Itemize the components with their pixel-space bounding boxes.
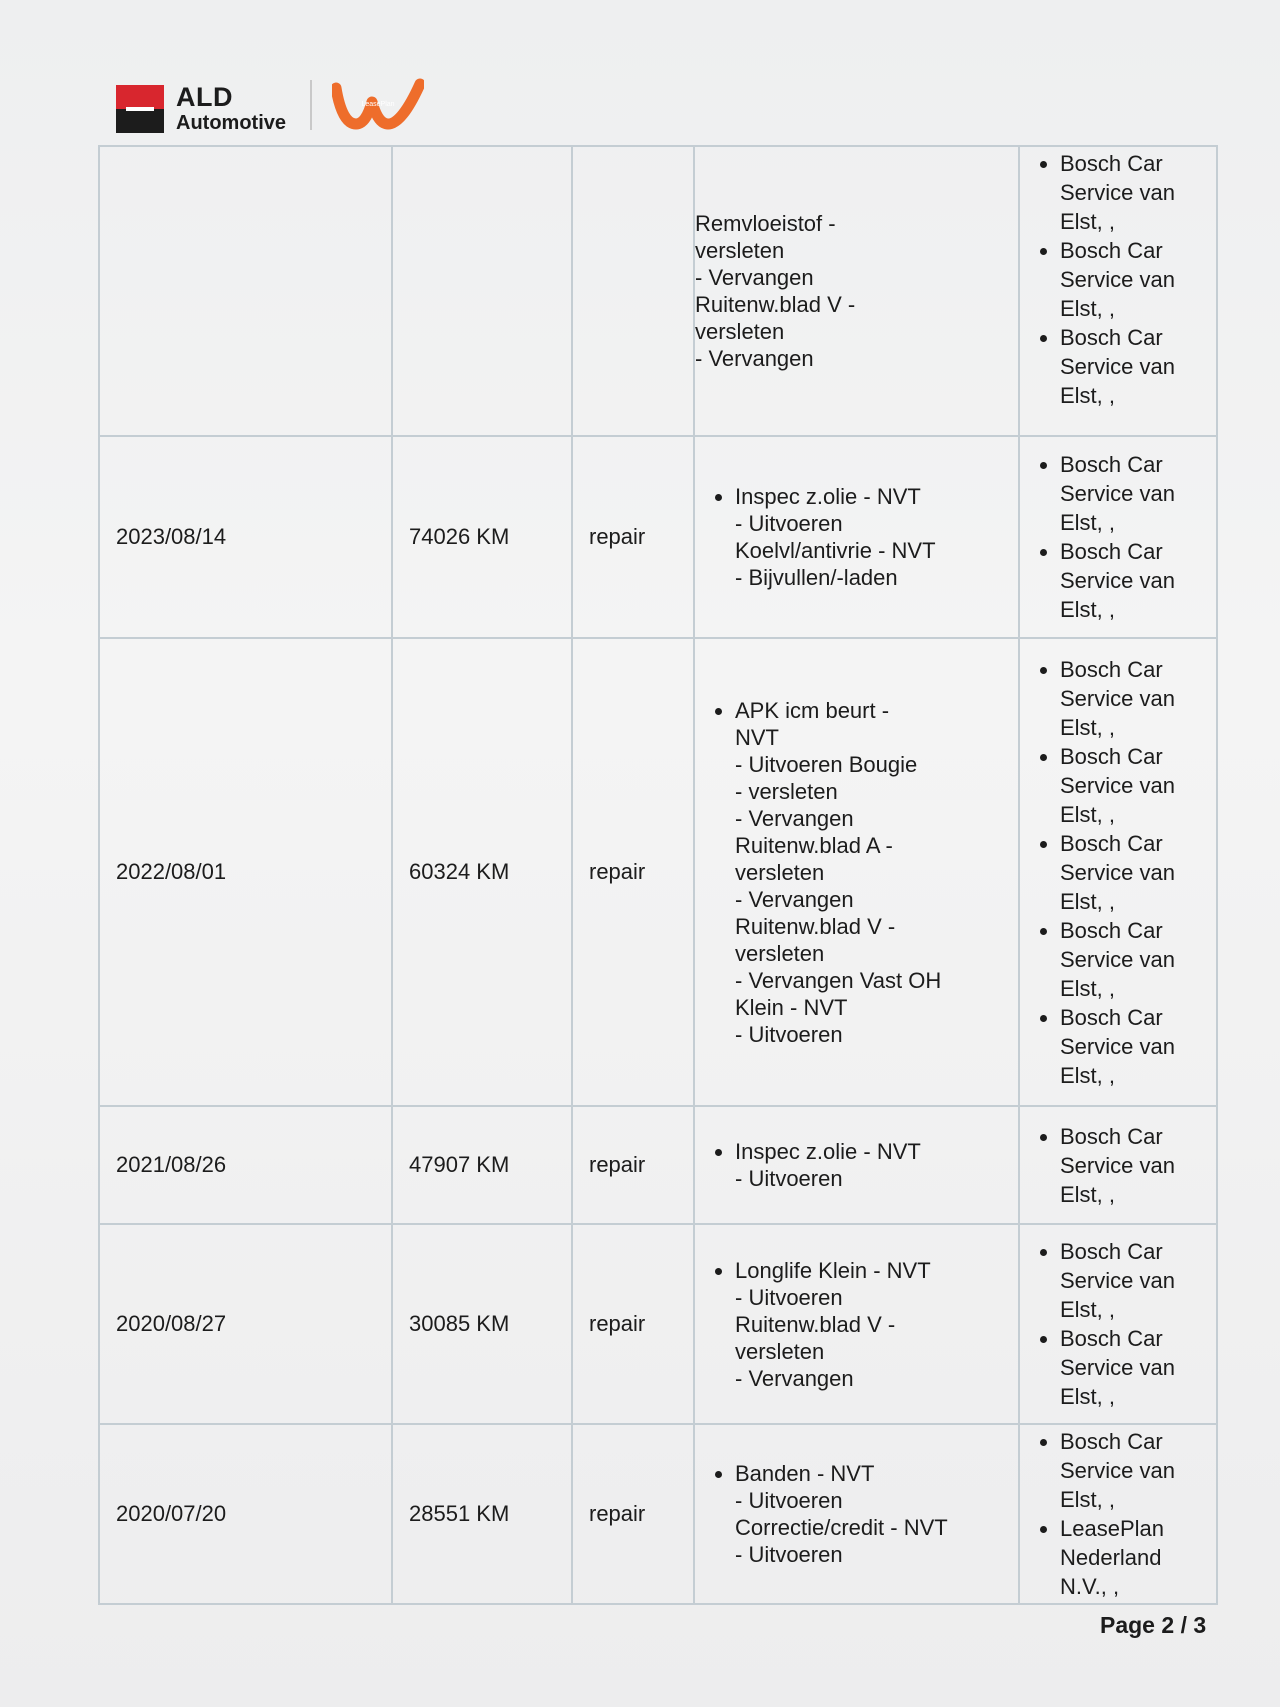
mileage-cell-text: 60324 KM	[409, 859, 510, 884]
table-row	[99, 436, 1217, 638]
description-line: Ruitenw.blad V -	[735, 1311, 896, 1337]
description-line: - Uitvoeren	[735, 1021, 843, 1047]
description-cell	[694, 638, 1019, 1106]
date-cell	[99, 436, 392, 638]
ald-logo-mark	[116, 85, 164, 133]
mileage-cell	[392, 436, 572, 638]
description-line: • Banden - NVT	[735, 1461, 875, 1486]
mileage-cell-text: 74026 KM	[409, 524, 510, 549]
type-cell-text: repair	[589, 859, 646, 884]
description-line: - versleten	[735, 778, 838, 804]
description-line: Klein - NVT	[735, 994, 848, 1020]
description-line: - Vervangen Vast OH	[735, 967, 942, 993]
description-line: versleten	[695, 319, 785, 344]
description-line: • Longlife Klein - NVT	[735, 1257, 931, 1283]
date-cell	[99, 1424, 392, 1604]
description-line: • Inspec z.olie - NVT	[735, 484, 921, 509]
description-line: versleten	[695, 238, 785, 263]
svg-text:LeasePlan: LeasePlan	[361, 101, 395, 108]
service-provider-item: • Bosch Car Service van Elst, ,	[1060, 829, 1212, 916]
service-provider-cell	[1019, 146, 1217, 436]
description-line: Ruitenw.blad V -	[735, 913, 896, 939]
description-cell	[694, 1224, 1019, 1424]
description-line: - Vervangen	[695, 346, 814, 371]
maintenance-history-table	[98, 145, 1218, 1605]
service-provider-item: • Bosch Car Service van Elst, ,	[1060, 323, 1212, 410]
description-line: Ruitenw.blad V -	[695, 292, 856, 317]
ald-automotive-logo	[116, 84, 286, 133]
description-line: - Uitvoeren	[735, 1284, 843, 1310]
description-line: - Uitvoeren	[735, 1488, 843, 1513]
description-line: • APK icm beurt -	[735, 697, 890, 723]
mileage-cell-text: 30085 KM	[409, 1311, 510, 1336]
service-provider-item: • Bosch Car Service van Elst, ,	[1060, 1427, 1212, 1514]
type-cell	[572, 1106, 694, 1224]
date-cell	[99, 146, 392, 436]
service-provider-item: • Bosch Car Service van Elst, ,	[1060, 236, 1212, 323]
mileage-cell	[392, 638, 572, 1106]
type-cell	[572, 1224, 694, 1424]
description-cell	[694, 1106, 1019, 1224]
description-line: NVT	[735, 724, 779, 750]
table-row	[99, 638, 1217, 1106]
description-item	[735, 697, 1012, 1048]
description-line: • Inspec z.olie - NVT	[735, 1139, 921, 1164]
page-number: Page 2 / 3	[1100, 1612, 1207, 1638]
description-line: - Uitvoeren Bougie	[735, 751, 918, 777]
service-provider-cell	[1019, 1106, 1217, 1224]
ald-brand-name: ALD	[176, 82, 233, 112]
date-cell	[99, 1224, 392, 1424]
leaseplan-logo	[332, 78, 424, 137]
description-item	[735, 1460, 1012, 1568]
type-cell-text: repair	[589, 1311, 646, 1336]
ald-brand-subtitle: Automotive	[176, 112, 286, 134]
description-line: versleten	[735, 940, 825, 966]
table-row	[99, 1224, 1217, 1424]
description-item	[735, 1138, 1012, 1192]
date-cell	[99, 1106, 392, 1224]
service-provider-item: • Bosch Car Service van Elst, ,	[1060, 149, 1212, 236]
description-line: - Vervangen	[735, 805, 854, 831]
description-line: - Uitvoeren	[735, 511, 843, 536]
type-cell	[572, 146, 694, 436]
table-row-continued	[99, 146, 1217, 436]
service-provider-item: • Bosch Car Service van Elst, ,	[1060, 655, 1212, 742]
type-cell-text: repair	[589, 1501, 646, 1526]
service-provider-item: • Bosch Car Service van Elst, ,	[1060, 1003, 1212, 1090]
description-cell	[694, 436, 1019, 638]
description-line: Remvloeistof -	[695, 211, 836, 236]
date-cell-text: 2020/07/20	[116, 1501, 227, 1526]
service-provider-item: • Bosch Car Service van Elst, ,	[1060, 1324, 1212, 1411]
description-item	[735, 1257, 1012, 1392]
description-cell	[694, 1424, 1019, 1604]
description-line: Correctie/credit - NVT	[735, 1515, 948, 1540]
service-provider-item: • Bosch Car Service van Elst, ,	[1060, 742, 1212, 829]
service-provider-cell	[1019, 1424, 1217, 1604]
date-cell-text: 2021/08/26	[116, 1152, 227, 1177]
table-row	[99, 1106, 1217, 1224]
service-provider-item: • LeasePlan Nederland N.V., ,	[1060, 1514, 1212, 1601]
mileage-cell	[392, 1106, 572, 1224]
date-cell-text: 2020/08/27	[116, 1311, 227, 1336]
description-line: - Vervangen	[735, 886, 854, 912]
service-provider-item: • Bosch Car Service van Elst, ,	[1060, 1122, 1212, 1209]
description-line: - Vervangen	[735, 1365, 854, 1391]
description-item	[735, 483, 1012, 591]
mileage-cell-text: 47907 KM	[409, 1152, 510, 1177]
service-provider-item: • Bosch Car Service van Elst, ,	[1060, 450, 1212, 537]
description-line: versleten	[735, 1338, 825, 1364]
service-provider-item: • Bosch Car Service van Elst, ,	[1060, 916, 1212, 1003]
description-cell	[694, 146, 1019, 436]
description-line: - Vervangen	[695, 265, 814, 290]
type-cell-text: repair	[589, 524, 646, 549]
date-cell-text: 2023/08/14	[116, 524, 227, 549]
description-line: versleten	[735, 859, 825, 885]
table-row	[99, 1424, 1217, 1604]
description-line: - Uitvoeren	[735, 1166, 843, 1191]
service-provider-cell	[1019, 1224, 1217, 1424]
type-cell	[572, 1424, 694, 1604]
mileage-cell	[392, 146, 572, 436]
description-line: - Bijvullen/-laden	[735, 565, 898, 590]
logo-divider	[310, 80, 312, 130]
service-provider-cell	[1019, 638, 1217, 1106]
mileage-cell-text: 28551 KM	[409, 1501, 510, 1526]
date-cell-text: 2022/08/01	[116, 859, 227, 884]
service-provider-item: • Bosch Car Service van Elst, ,	[1060, 1237, 1212, 1324]
type-cell	[572, 638, 694, 1106]
service-provider-item: • Bosch Car Service van Elst, ,	[1060, 537, 1212, 624]
mileage-cell	[392, 1424, 572, 1604]
service-provider-cell	[1019, 436, 1217, 638]
type-cell	[572, 436, 694, 638]
date-cell	[99, 638, 392, 1106]
description-line: - Uitvoeren	[735, 1542, 843, 1567]
description-line: Koelvl/antivrie - NVT	[735, 538, 936, 563]
type-cell-text: repair	[589, 1152, 646, 1177]
description-line: Ruitenw.blad A -	[735, 832, 893, 858]
mileage-cell	[392, 1224, 572, 1424]
